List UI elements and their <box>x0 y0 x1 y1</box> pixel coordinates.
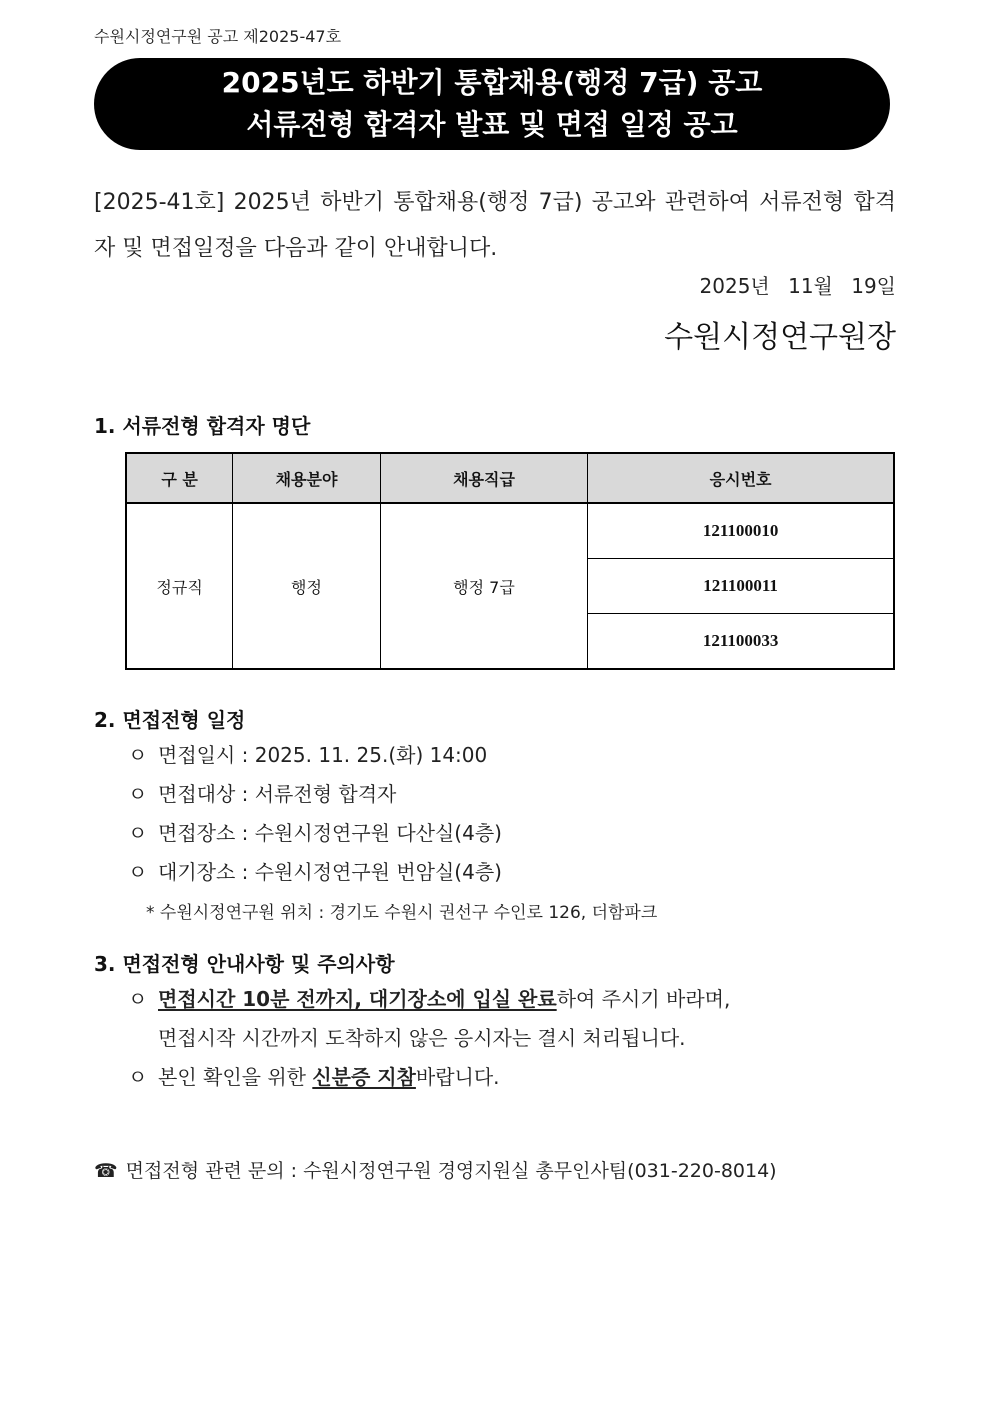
signer: 수원시정연구원장 <box>664 320 896 355</box>
list-item-continuation: 면접시작 시간까지 도착하지 않은 응시자는 결시 처리됩니다. <box>158 1026 686 1050</box>
circle-bullet-icon: ㅇ <box>128 987 148 1011</box>
contact-line <box>94 1156 777 1183</box>
cell-field: 행정 <box>233 503 381 669</box>
col-header-applicant-id: 응시번호 <box>588 453 894 503</box>
schedule-target: 면접대상 : 서류전형 합격자 <box>158 782 397 806</box>
cell-rank: 행정 7급 <box>380 503 587 669</box>
intro-paragraph: [2025-41호] 2025년 하반기 통합채용(행정 7급) 공고와 관련하여 서류전형 합격자 및 면접일정을 다음과 같이 안내합니다. <box>94 190 896 261</box>
announcement-date: 2025년 11월 19일 <box>699 274 896 298</box>
col-header-field: 채용분야 <box>233 453 381 503</box>
guidance-list <box>128 980 730 1097</box>
passers-table <box>125 452 895 670</box>
list-item <box>128 1058 730 1097</box>
list-item <box>128 980 730 1019</box>
cell-applicant-id: 121100033 <box>588 613 894 669</box>
schedule-datetime: 면접일시 : 2025. 11. 25.(화) 14:00 <box>158 743 488 767</box>
cell-category: 정규직 <box>126 503 233 669</box>
list-item <box>128 775 502 814</box>
id-pre: 본인 확인을 위한 <box>158 1065 313 1089</box>
schedule-venue: 면접장소 : 수원시정연구원 다산실(4층) <box>158 821 502 845</box>
circle-bullet-icon: ㅇ <box>128 1065 148 1089</box>
location-note: * 수원시정연구원 위치 : 경기도 수원시 권선구 수인로 126, 더함파크 <box>146 903 658 923</box>
col-header-category: 구 분 <box>126 453 233 503</box>
section1-heading: 1. 서류전형 합격자 명단 <box>94 414 311 438</box>
circle-bullet-icon: ㅇ <box>128 782 148 806</box>
col-header-rank: 채용직급 <box>380 453 587 503</box>
notice-number: 수원시정연구원 공고 제2025-47호 <box>94 27 342 46</box>
cell-applicant-id: 121100011 <box>588 559 894 614</box>
id-post: 바랍니다. <box>415 1065 500 1089</box>
title-line-1: 2025년도 하반기 통합채용(행정 7급) 공고 <box>221 66 763 99</box>
list-item <box>128 736 502 775</box>
title-line-2: 서류전형 합격자 발표 및 면접 일정 공고 <box>246 108 738 141</box>
circle-bullet-icon: ㅇ <box>128 821 148 845</box>
title-banner <box>94 58 890 150</box>
schedule-waiting-room: 대기장소 : 수원시정연구원 번암실(4층) <box>158 860 502 884</box>
table-row <box>126 503 894 559</box>
section2-heading: 2. 면접전형 일정 <box>94 708 246 732</box>
cell-applicant-id: 121100010 <box>588 503 894 559</box>
telephone-icon: ☎ <box>94 1160 118 1182</box>
circle-bullet-icon: ㅇ <box>128 860 148 884</box>
id-emphasis: 신분증 지참 <box>312 1065 416 1089</box>
arrival-emphasis: 면접시간 10분 전까지, 대기장소에 입실 완료 <box>158 987 557 1011</box>
schedule-list <box>128 736 502 892</box>
list-item <box>128 853 502 892</box>
section3-heading: 3. 면접전형 안내사항 및 주의사항 <box>94 952 395 976</box>
contact-text: 면접전형 관련 문의 : 수원시정연구원 경영지원실 총무인사팀(031-220-8014) <box>125 1160 777 1182</box>
arrival-rest: 하여 주시기 바라며, <box>556 987 731 1011</box>
circle-bullet-icon: ㅇ <box>128 743 148 767</box>
list-item <box>128 814 502 853</box>
table-header-row <box>126 453 894 503</box>
